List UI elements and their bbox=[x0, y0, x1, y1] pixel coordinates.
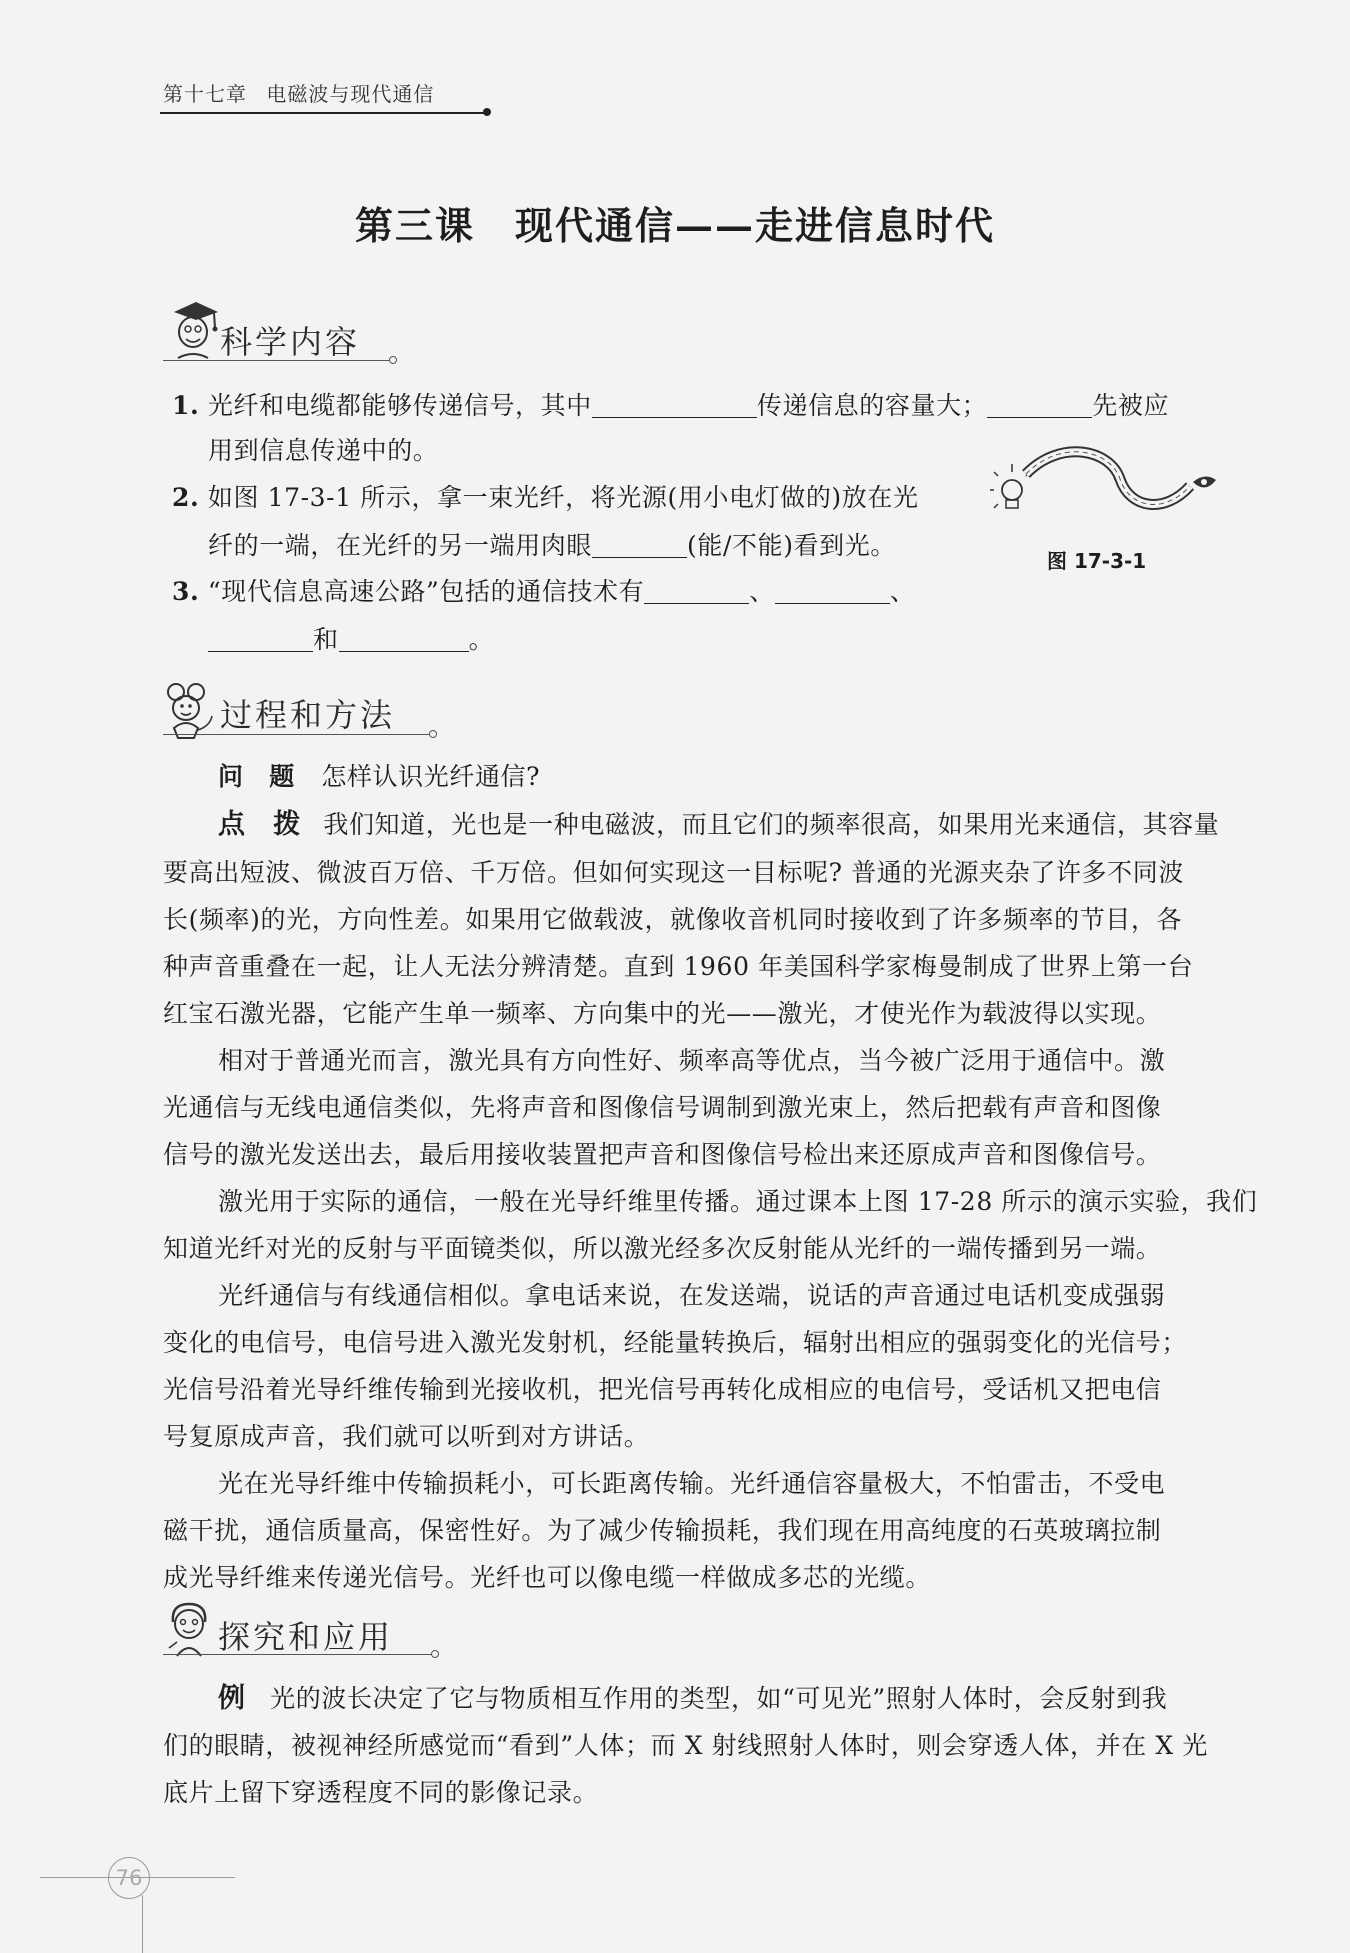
paragraph-line: 号复原成声音，我们就可以听到对方讲话。 bbox=[163, 1422, 650, 1451]
paragraph-line: 要高出短波、微波百万倍、千万倍。但如何实现这一目标呢? 普通的光源夹杂了许多不同波 bbox=[163, 858, 1184, 887]
question-text: (能/不能)看到光。 bbox=[687, 531, 896, 560]
paragraph-line: 光纤通信与有线通信相似。拿电话来说，在发送端，说话的声音通过电话机变成强弱 bbox=[218, 1281, 1166, 1310]
child-mascot-icon bbox=[163, 1600, 215, 1660]
section-title-process: 过程和方法 bbox=[220, 696, 396, 734]
answer-blank[interactable] bbox=[644, 575, 749, 604]
paragraph-line: 激光用于实际的通信，一般在光导纤维里传播。通过课本上图 17-28 所示的演示实验，我们 bbox=[218, 1187, 1258, 1216]
section-underline bbox=[163, 360, 391, 361]
question-2-line-2 bbox=[208, 526, 896, 566]
example-line-1 bbox=[218, 1679, 1167, 1719]
paragraph-line: 长(频率)的光，方向性差。如果用它做载波，就像收音机同时接收到了许多频率的节目，各 bbox=[163, 905, 1183, 934]
question-text: “现代信息高速公路”包括的通信技术有 bbox=[207, 577, 645, 606]
question-1-line-2: 用到信息传递中的。 bbox=[208, 436, 439, 465]
hint-label: 点 拨 bbox=[218, 809, 301, 840]
header-rule-dot bbox=[483, 108, 491, 116]
mouse-mascot-icon bbox=[158, 680, 216, 740]
question-text: 如图 17-3-1 所示，拿一束光纤，将光源(用小电灯做的)放在光 bbox=[207, 483, 919, 512]
paragraph-line: 们的眼睛，被视神经所感觉而“看到”人体；而 X 射线照射人体时，则会穿透人体，并在 X 光 bbox=[163, 1731, 1208, 1760]
problem-line bbox=[218, 757, 540, 797]
paragraph-line: 知道光纤对光的反射与平面镜类似，所以激光经多次反射能从光纤的一端传播到另一端。 bbox=[163, 1234, 1162, 1263]
example-label: 例 bbox=[218, 1683, 246, 1714]
paragraph-line: 相对于普通光而言，激光具有方向性好、频率高等优点，当今被广泛用于通信中。激 bbox=[218, 1046, 1166, 1075]
question-text: 纤的一端，在光纤的另一端用肉眼 bbox=[208, 531, 593, 560]
lesson-title: 第三课 现代通信——走进信息时代 bbox=[354, 203, 995, 248]
section-underline-end bbox=[389, 356, 397, 364]
eye-icon bbox=[1193, 476, 1216, 487]
answer-blank[interactable] bbox=[987, 389, 1092, 418]
question-text: 先被应 bbox=[1092, 391, 1170, 420]
chapter-number: 第十七章 bbox=[163, 82, 247, 106]
answer-blank[interactable] bbox=[208, 623, 313, 652]
question-3-line-1 bbox=[172, 572, 915, 612]
question-text: 、 bbox=[749, 577, 775, 606]
question-2-line-1 bbox=[172, 478, 919, 518]
footer-vertical-rule bbox=[142, 1895, 143, 1953]
question-text: 和 bbox=[313, 625, 339, 654]
paragraph-line: 红宝石激光器，它能产生单一频率、方向集中的光——激光，才使光作为载波得以实现。 bbox=[163, 999, 1162, 1028]
section-underline bbox=[163, 734, 431, 735]
paragraph-line: 光在光导纤维中传输损耗小，可长距离传输。光纤通信容量极大，不怕雷击，不受电 bbox=[218, 1469, 1166, 1498]
chapter-header bbox=[163, 78, 434, 107]
paragraph-line: 信号的激光发送出去，最后用接收装置把声音和图像信号检出来还原成声音和图像信号。 bbox=[163, 1140, 1162, 1169]
question-text: 光纤和电缆都能够传递信号，其中 bbox=[207, 391, 592, 420]
paragraph-line: 我们知道，光也是一种电磁波，而且它们的频率很高，如果用光来通信，其容量 bbox=[323, 810, 1220, 839]
paragraph-line: 光信号沿着光导纤维传输到光接收机，把光信号再转化成相应的电信号，受话机又把电信 bbox=[163, 1375, 1162, 1404]
paragraph-line: 磁干扰，通信质量高，保密性好。为了减少传输损耗，我们现在用高纯度的石英玻璃拉制 bbox=[163, 1516, 1162, 1545]
paragraph-line: 成光导纤维来传递光信号。光纤也可以像电缆一样做成多芯的光缆。 bbox=[163, 1563, 932, 1592]
question-text: 。 bbox=[468, 625, 495, 654]
header-rule bbox=[160, 112, 485, 114]
graduate-mascot-icon bbox=[168, 298, 220, 360]
problem-label: 问 题 bbox=[218, 762, 295, 791]
chapter-title: 电磁波与现代通信 bbox=[266, 82, 435, 106]
section-underline-end bbox=[431, 1650, 439, 1658]
answer-blank[interactable] bbox=[592, 529, 687, 558]
section-title-explore: 探究和应用 bbox=[218, 1618, 394, 1656]
question-text: 、 bbox=[889, 577, 916, 606]
figure-caption: 图 17-3-1 bbox=[1047, 549, 1147, 573]
answer-blank[interactable] bbox=[775, 575, 890, 604]
paragraph-line: 光的波长决定了它与物质相互作用的类型，如“可见光”照射人体时，会反射到我 bbox=[270, 1684, 1168, 1713]
question-number: 3. bbox=[172, 577, 200, 606]
question-number: 1. bbox=[172, 391, 200, 420]
hint-p1-line-1 bbox=[218, 805, 1219, 845]
question-text: 传递信息的容量大； bbox=[756, 391, 988, 420]
paragraph-line: 变化的电信号，电信号进入激光发射机，经能量转换后，辐射出相应的强弱变化的光信号； bbox=[163, 1328, 1188, 1357]
problem-text: 怎样认识光纤通信? bbox=[321, 762, 541, 791]
page-number: 76 bbox=[108, 1857, 150, 1899]
question-3-line-2 bbox=[208, 620, 494, 660]
answer-blank[interactable] bbox=[339, 623, 469, 652]
section-underline bbox=[163, 1654, 433, 1655]
question-1-line-1 bbox=[172, 386, 1169, 426]
question-number: 2. bbox=[172, 483, 200, 512]
section-title-science: 科学内容 bbox=[220, 323, 361, 361]
paragraph-line: 光通信与无线电通信类似，先将声音和图像信号调制到激光束上，然后把载有声音和图像 bbox=[163, 1093, 1162, 1122]
paragraph-line: 底片上留下穿透程度不同的影像记录。 bbox=[163, 1778, 599, 1807]
fiber-optic-figure bbox=[990, 444, 1220, 524]
section-underline-end bbox=[429, 730, 437, 738]
paragraph-line: 种声音重叠在一起，让人无法分辨清楚。直到 1960 年美国科学家梅曼制成了世界上第一台 bbox=[163, 952, 1194, 981]
answer-blank[interactable] bbox=[592, 389, 757, 418]
